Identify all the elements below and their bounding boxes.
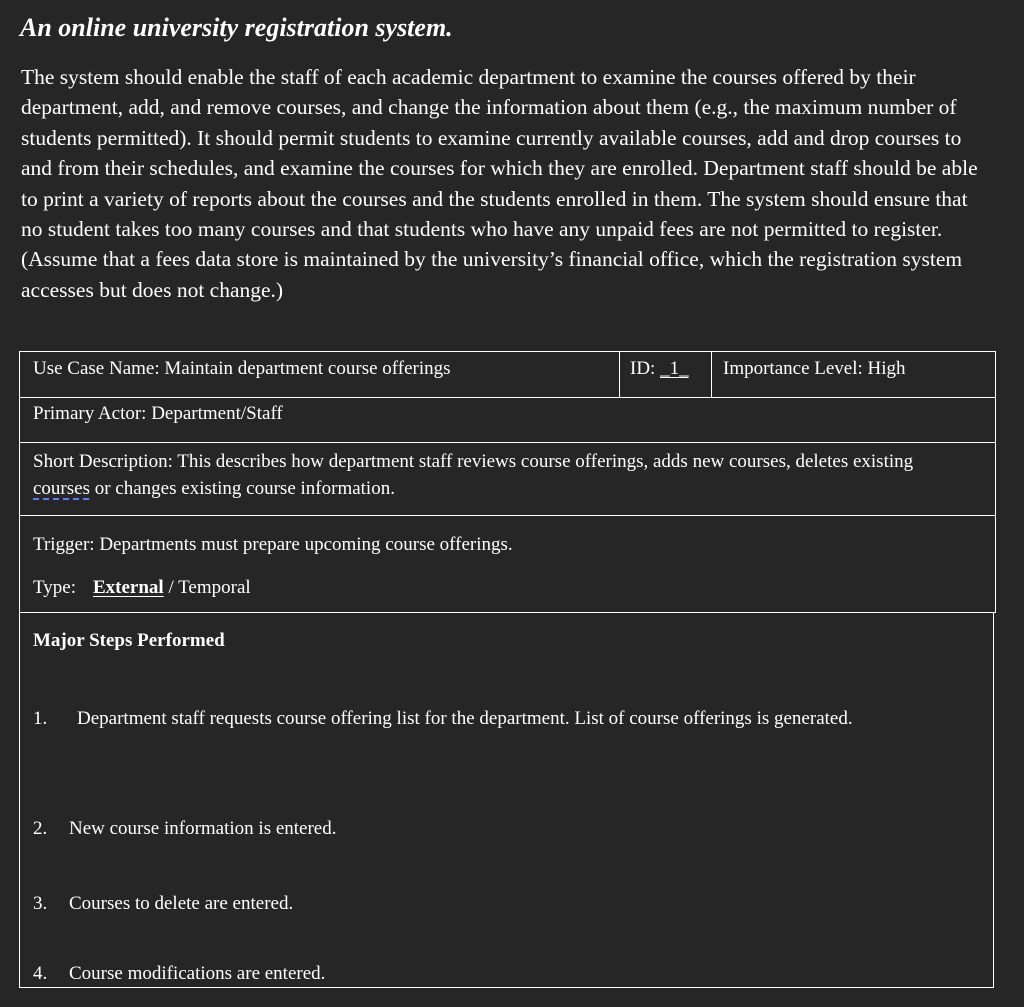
trigger: Trigger: Departments must prepare upcoming course offerings. bbox=[33, 534, 513, 555]
step-item bbox=[33, 705, 973, 761]
step-number: 3. bbox=[33, 893, 48, 914]
short-description-row bbox=[20, 443, 995, 516]
step-text: Courses to delete are entered. bbox=[69, 893, 294, 914]
document-title: An online university registration system. bbox=[20, 13, 453, 42]
importance-level: Importance Level: High bbox=[723, 358, 906, 379]
use-case-id bbox=[630, 355, 689, 382]
use-case-name: Use Case Name: Maintain department course offerings bbox=[33, 358, 451, 379]
step-text bbox=[33, 705, 933, 732]
short-description-text: Short Description: This describes how department staff reviews course offerings, adds new courses, deletes existing bbox=[33, 451, 914, 472]
use-case-id-label: ID: bbox=[630, 358, 661, 379]
short-description bbox=[33, 448, 973, 502]
use-case-header-row bbox=[20, 352, 995, 398]
type-selected-external: External bbox=[93, 577, 164, 598]
step-text: Course modifications are entered. bbox=[69, 963, 326, 984]
divider bbox=[619, 352, 620, 398]
step-text-content: Department staff requests course offering list for the department. List of course offerings is generated. bbox=[77, 708, 853, 729]
type-separator: / bbox=[163, 577, 179, 598]
step-number: 2. bbox=[33, 818, 48, 839]
type-row bbox=[33, 574, 251, 601]
intro-paragraph: The system should enable the staff of each academic department to examine the courses offered by their department, add, and remove courses, and change the information about them (e.g., the maximum number of students permitted). It should permit students to examine currently available courses, add and drop courses to and from their schedules, and examine the courses for which they are enrolled. Department staff should be able to print a variety of reports about the courses and the students enrolled in them. The system should ensure that no student takes too many courses and that students who have any unpaid fees are not permitted to register. (Assume that a fees data store is maintained by the university’s financial office, which the registration system accesses but does not change.) bbox=[21, 65, 978, 302]
short-description-text-end: or changes existing course information. bbox=[89, 478, 395, 499]
type-label: Type: bbox=[33, 577, 76, 598]
use-case-table bbox=[19, 351, 996, 613]
major-steps-section bbox=[19, 612, 994, 988]
primary-actor: Primary Actor: Department/Staff bbox=[33, 403, 283, 424]
major-steps-heading: Major Steps Performed bbox=[33, 630, 225, 651]
step-text: New course information is entered. bbox=[69, 818, 337, 839]
step-number: 1. bbox=[33, 708, 48, 729]
step-number: 4. bbox=[33, 963, 48, 984]
divider bbox=[711, 352, 712, 398]
spellcheck-flagged-word: courses bbox=[33, 478, 90, 499]
type-option-temporal: Temporal bbox=[178, 577, 251, 598]
primary-actor-row bbox=[20, 398, 995, 443]
use-case-id-value: _1_ bbox=[660, 358, 689, 379]
